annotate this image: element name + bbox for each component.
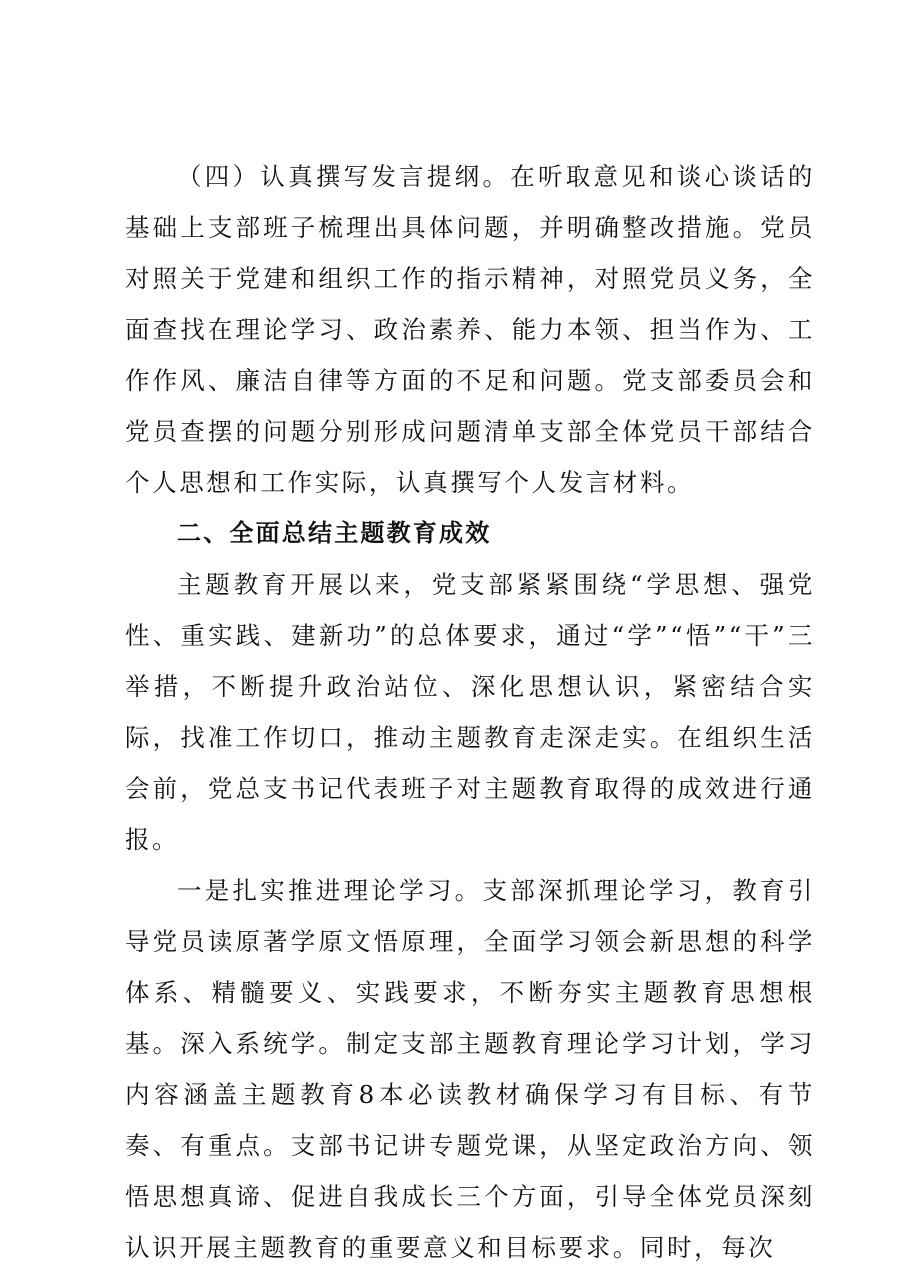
paragraph-education-overview: 主题教育开展以来，党支部紧紧围绕“学思想、强党性、重实践、建新功”的总体要求，通过“学”“悟”“干”三举措，不断提升政治站位、深化思想认识，紧密结合实际，找准工作切口，推动主题教育走深走实。在组织生活会前，党总支书记代表班子对主题教育取得的成效进行通报。 bbox=[125, 570, 815, 854]
section-heading-education-results: 二、全面总结主题教育成效 bbox=[177, 519, 492, 547]
document-body bbox=[125, 151, 815, 1273]
paragraph-theory-study: 一是扎实推进理论学习。支部深抓理论学习，教育引导党员读原著学原文悟原理，全面学习领会新思想的科学体系、精髓要义、实践要求，不断夯实主题教育思想根基。深入系统学。制定支部主题教育理论学习计划，学习内容涵盖主题教育8本必读教材确保学习有目标、有节奏、有重点。支部书记讲专题党课，从坚定政治方向、领悟思想真谛、促进自我成长三个方面，引导全体党员深刻认识开展主题教育的重要意义和目标要求。同时，每次 bbox=[125, 876, 815, 1262]
paragraph-speech-outline: （四）认真撰写发言提纲。在听取意见和谈心谈话的基础上支部班子梳理出具体问题，并明确整改措施。党员对照关于党建和组织工作的指示精神，对照党员义务，全面查找在理论学习、政治素养、能力本领、担当作为、工作作风、廉洁自律等方面的不足和问题。党支部委员会和党员查摆的问题分别形成问题清单支部全体党员干部结合个人思想和工作实际，认真撰写个人发言材料。 bbox=[125, 162, 815, 497]
